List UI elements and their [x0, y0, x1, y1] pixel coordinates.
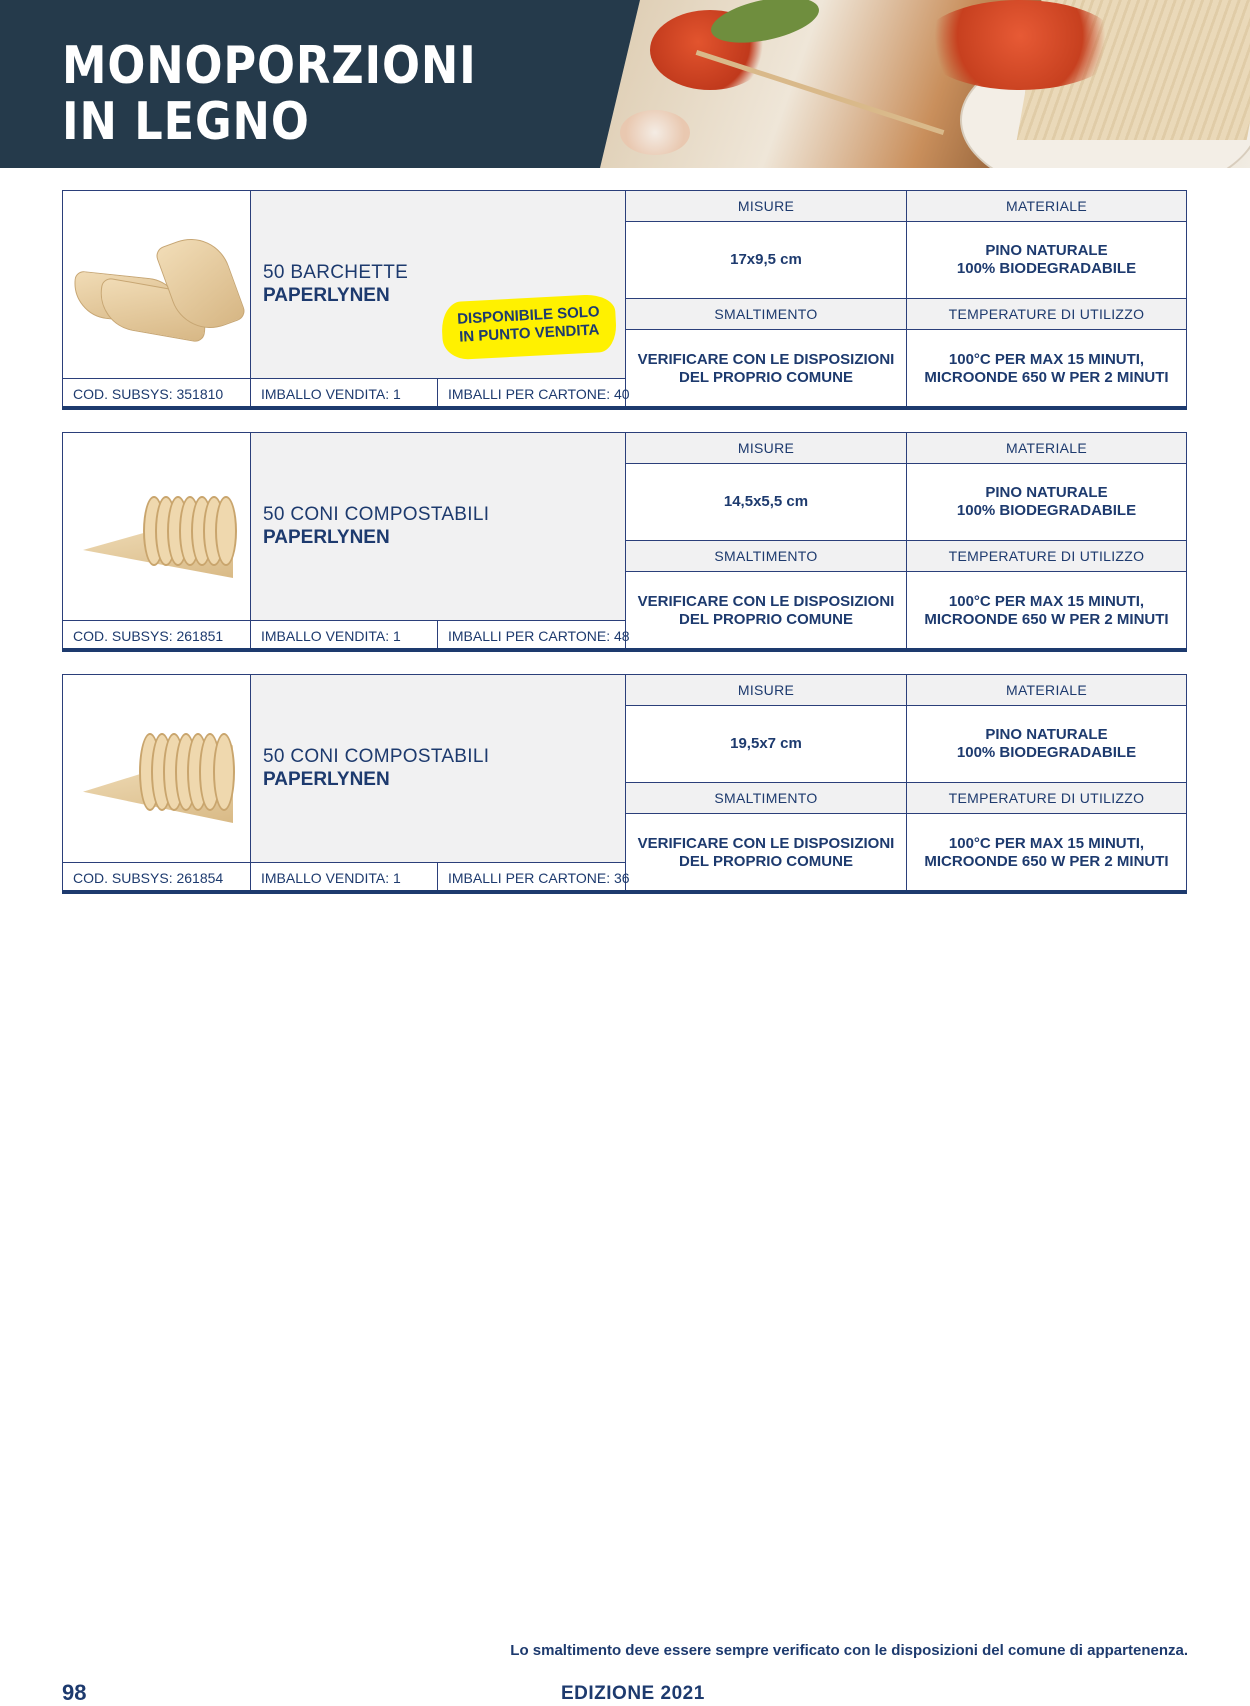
disposal-value: VERIFICARE CON LE DISPOSIZIONI DEL PROPRIO COMUNE: [626, 814, 907, 892]
material-value: PINO NATURALE 100% BIODEGRADABILE: [907, 222, 1186, 299]
packs-per-carton: IMBALLI PER CARTONE: 40: [448, 386, 630, 402]
product-code: COD. SUBSYS: 261851: [63, 621, 251, 652]
spec-table: [626, 674, 1187, 892]
product-name: 50 CONI COMPOSTABILI: [263, 504, 490, 525]
material-label: MATERIALE: [907, 675, 1186, 706]
packs-per-carton: IMBALLI PER CARTONE: 36: [448, 870, 630, 886]
temperature-value: 100°C PER MAX 15 MINUTI, MICROONDE 650 W PER 2 MINUTI: [924, 593, 1169, 628]
product-name: 50 CONI COMPOSTABILI: [263, 746, 490, 767]
size-label: MISURE: [626, 191, 907, 222]
edition-label: EDIZIONE 2021: [561, 1683, 705, 1704]
product-brand: PAPERLYNEN: [263, 769, 390, 790]
disposal-value: VERIFICARE CON LE DISPOSIZIONI DEL PROPRIO COMUNE: [626, 572, 907, 650]
size-label: MISURE: [626, 675, 907, 706]
product-image: [63, 675, 251, 862]
temperature-value: 100°C PER MAX 15 MINUTI, MICROONDE 650 W PER 2 MINUTI: [924, 835, 1169, 870]
page-title: [62, 38, 477, 150]
disposal-footnote: Lo smaltimento deve essere sempre verificato con le disposizioni del comune di appartenenza.: [510, 1642, 1188, 1659]
header-food-photo: [560, 0, 1250, 168]
material-label: MATERIALE: [907, 433, 1186, 464]
sales-pack: IMBALLO VENDITA: 1: [251, 863, 438, 894]
temperature-label: TEMPERATURE DI UTILIZZO: [907, 541, 1186, 572]
product-name: 50 BARCHETTE: [263, 262, 409, 283]
product-brand: PAPERLYNEN: [263, 527, 390, 548]
material-label: MATERIALE: [907, 191, 1186, 222]
spec-table: [626, 432, 1187, 650]
size-label: MISURE: [626, 433, 907, 464]
product-name-cell: [251, 433, 625, 620]
disposal-label: SMALTIMENTO: [626, 541, 907, 572]
packs-per-carton: IMBALLI PER CARTONE: 48: [448, 628, 630, 644]
material-value: PINO NATURALE 100% BIODEGRADABILE: [907, 464, 1186, 541]
sales-pack: IMBALLO VENDITA: 1: [251, 379, 438, 410]
product-name-cell: [251, 675, 625, 862]
divider: [62, 648, 1187, 652]
product-card: [62, 674, 1187, 894]
material-value: PINO NATURALE 100% BIODEGRADABILE: [907, 706, 1186, 783]
product-footer: [63, 378, 630, 409]
availability-sticker: [441, 293, 618, 360]
product-info: [62, 432, 630, 652]
wooden-boats-image: [73, 231, 243, 341]
sticker-line2: IN PUNTO VENDITA: [458, 321, 600, 346]
page-title-line1: MONOPORZIONI: [62, 36, 477, 96]
divider: [62, 406, 1187, 410]
disposal-label: SMALTIMENTO: [626, 299, 907, 330]
temperature-label: TEMPERATURE DI UTILIZZO: [907, 299, 1186, 330]
sales-pack: IMBALLO VENDITA: 1: [251, 621, 438, 652]
disposal-value: VERIFICARE CON LE DISPOSIZIONI DEL PROPRIO COMUNE: [626, 330, 907, 408]
product-image: [63, 433, 251, 620]
wooden-cones-image: [73, 488, 243, 578]
product-footer: [63, 862, 630, 893]
product-card: [62, 432, 1187, 652]
size-value: 14,5x5,5 cm: [626, 464, 907, 541]
product-code: COD. SUBSYS: 261854: [63, 863, 251, 894]
product-info: [62, 674, 630, 894]
temperature-value: 100°C PER MAX 15 MINUTI, MICROONDE 650 W PER 2 MINUTI: [924, 351, 1169, 386]
wooden-cones-image: [73, 725, 243, 815]
temperature-label: TEMPERATURE DI UTILIZZO: [907, 783, 1186, 814]
disposal-label: SMALTIMENTO: [626, 783, 907, 814]
product-brand: PAPERLYNEN: [263, 285, 390, 306]
sticker-line1: DISPONIBILE SOLO: [456, 303, 600, 328]
page-number: 98: [62, 1680, 87, 1705]
product-card: [62, 190, 1187, 410]
page-title-line2: IN LEGNO: [62, 92, 310, 152]
size-value: 19,5x7 cm: [626, 706, 907, 783]
spec-table: [626, 190, 1187, 408]
page-header: [0, 0, 1250, 168]
divider: [62, 890, 1187, 894]
product-code: COD. SUBSYS: 351810: [63, 379, 251, 410]
size-value: 17x9,5 cm: [626, 222, 907, 299]
product-image: [63, 191, 251, 378]
product-footer: [63, 620, 630, 651]
